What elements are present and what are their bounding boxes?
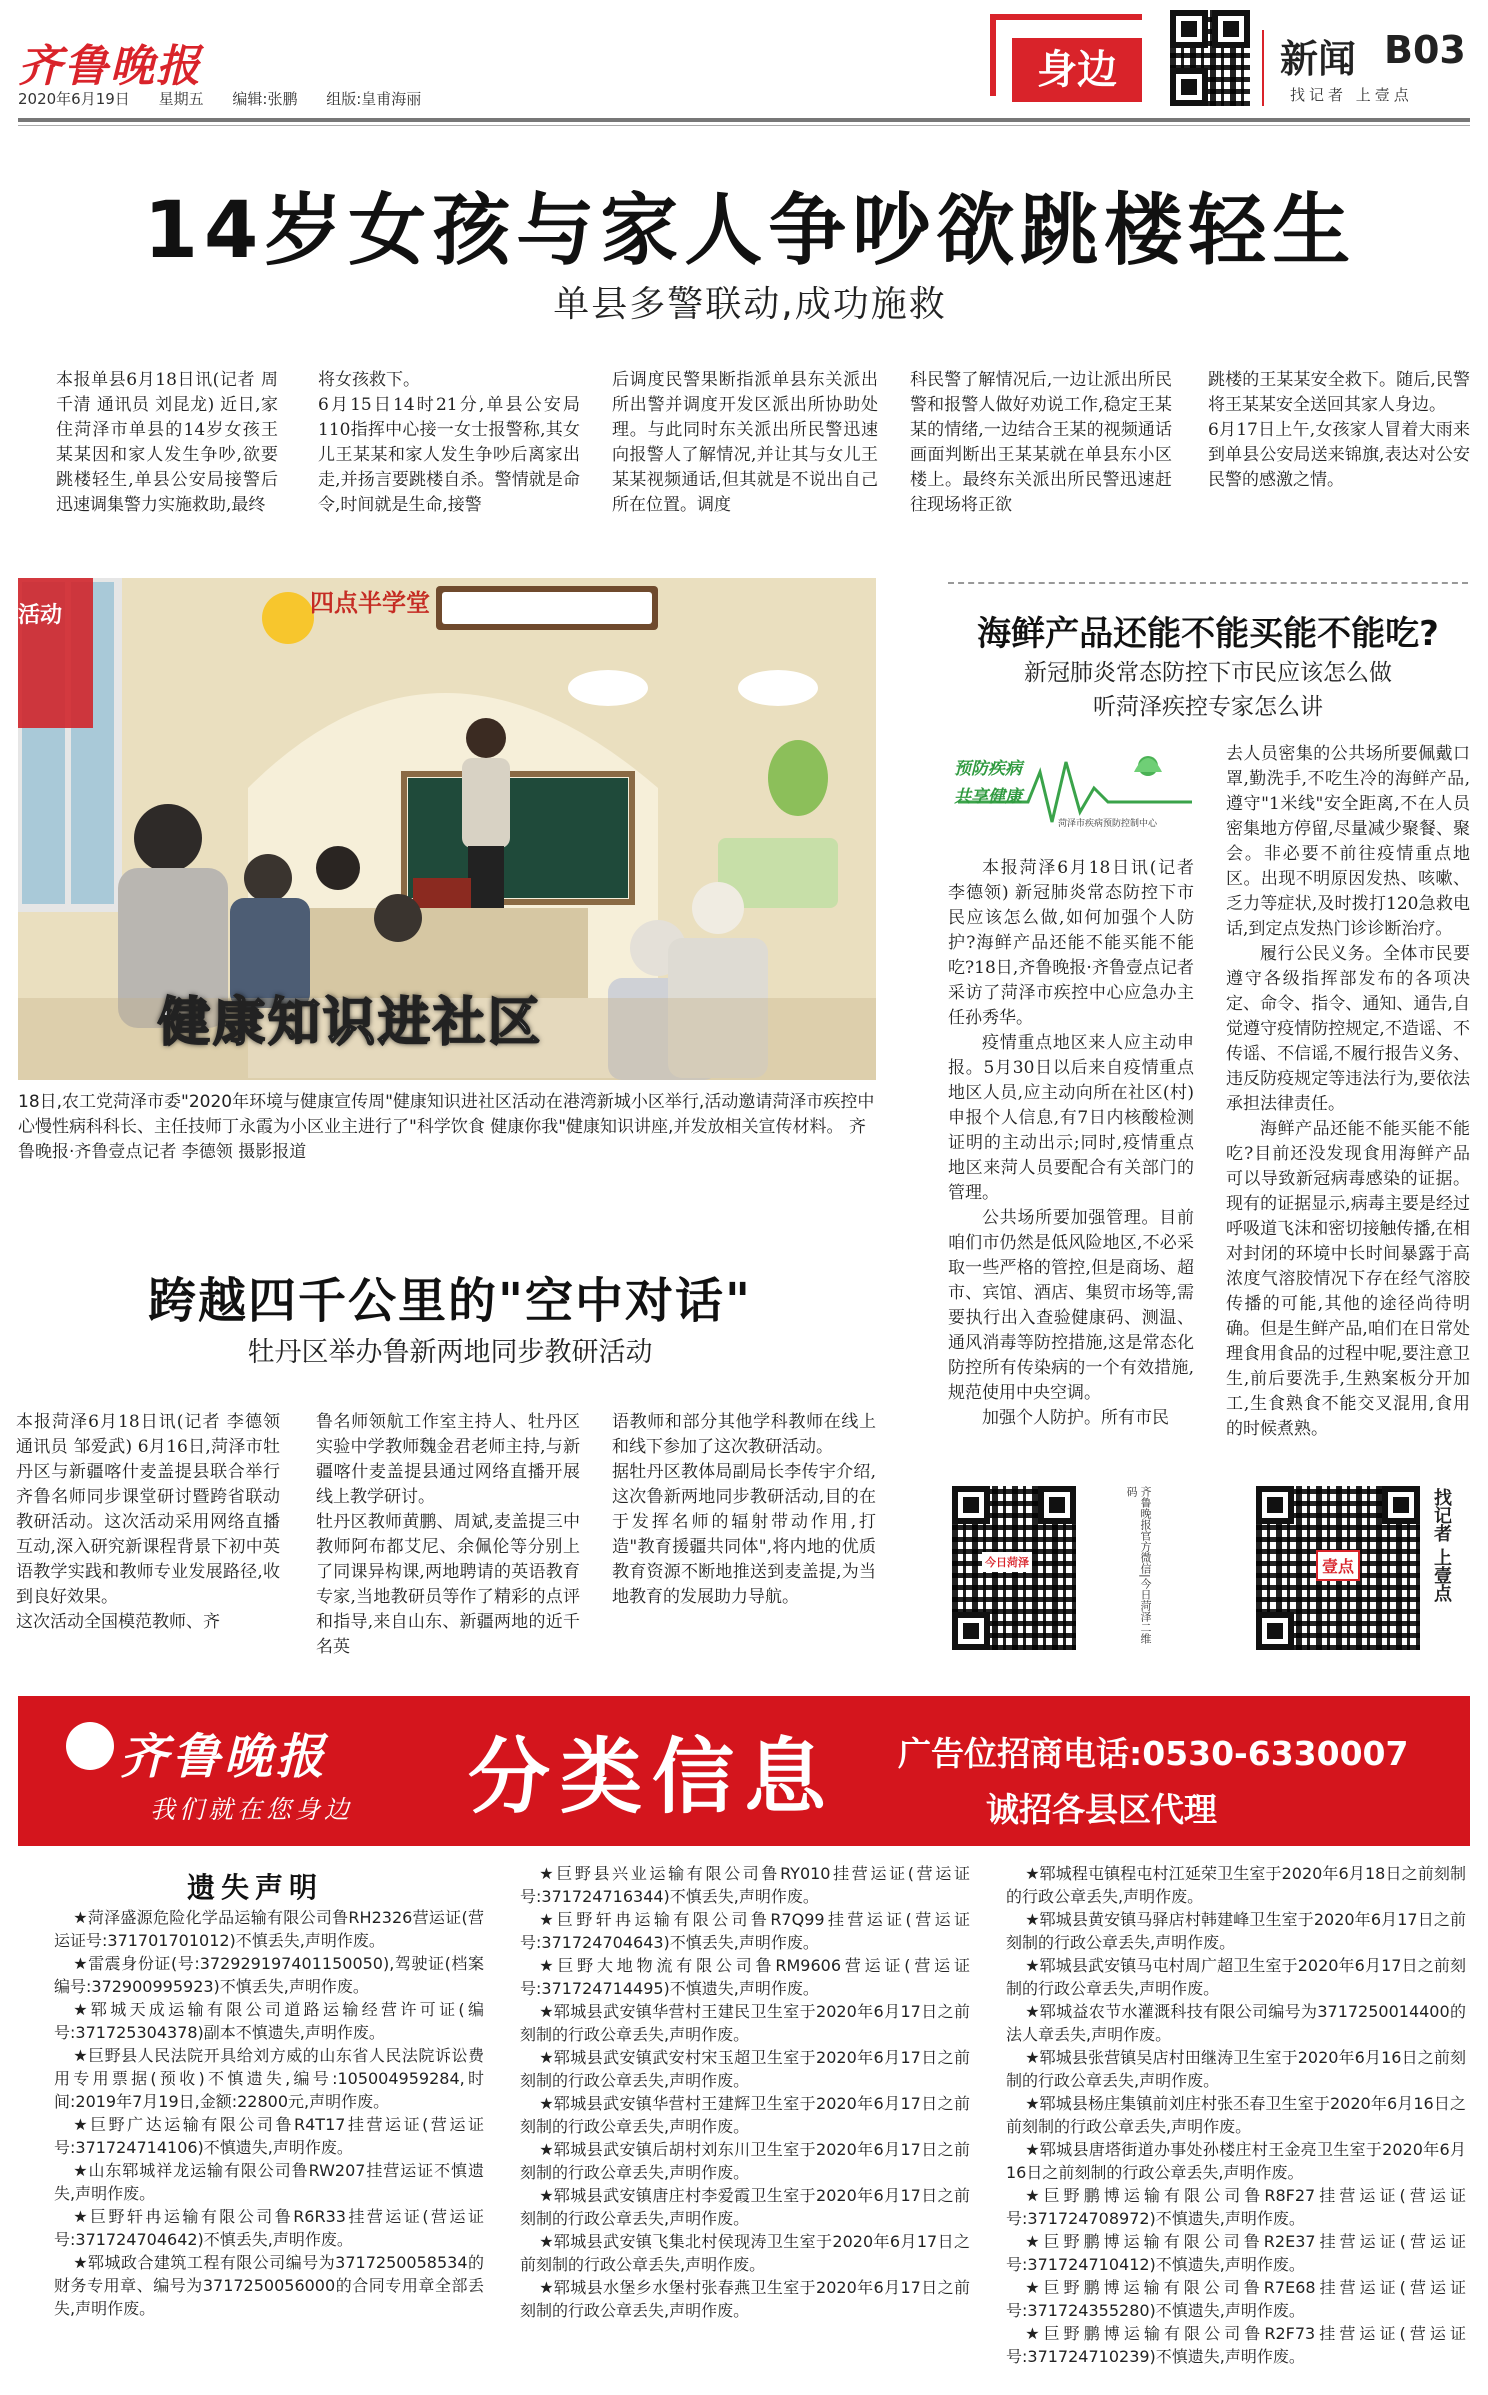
banner-title: 分类信息	[468, 1730, 837, 1825]
dashed-divider	[948, 582, 1468, 584]
blackboard-sign: 四点半学堂	[310, 589, 430, 617]
classified-item: ★郓城县黄安镇马驿店村韩建峰卫生室于2020年6月17日之前刻制的行政公章丢失,声明作废。	[1006, 1910, 1466, 1952]
seafood-paragraph: 海鲜产品还能不能买能不能吃?目前还没发现食用海鲜产品可以导致新冠病毒感染的证据。现有的证据显示,病毒主要是经过呼吸道飞沫和密切接触传播,在相对封闭的环境中长时间暴露于高浓度气溶胶情况下存在经气溶胶传播的可能,其他的途径尚待明确。但是生鲜产品,咱们在日常处理食用食品的过程中呢,要注意卫生,前后要洗手,生熟案板分开加工,生食熟食不能交叉混用,食用的时候煮熟。	[1226, 1119, 1470, 1439]
classified-column-1	[54, 1906, 484, 2320]
section-tag: 身边	[1012, 38, 1142, 102]
second-column-1: 本报菏泽6月18日讯(记者 李德领 通讯员 邹爱武) 6月16日,菏泽市牡丹区与新疆喀什麦盖提县联合举行齐鲁名师同步课堂研讨暨跨省联动教研活动。这次活动采用网络直播互动,深入研究新课程背景下初中英语教学实践和教师专业发展路径,收到良好效果。 这次活动全国模范教师、齐	[16, 1412, 280, 1632]
classified-column-2	[520, 1862, 970, 2322]
classified-item: ★巨野鹏博运输有限公司鲁R7E68挂营运证(营运证号:371724355280)不慎遗失,声明作废。	[1006, 2278, 1466, 2320]
section-name: 新闻	[1280, 37, 1357, 81]
second-headline: 跨越四千公里的"空中对话"	[147, 1273, 753, 1329]
second-column-2: 鲁名师领航工作室主持人、牡丹区实验中学教师魏金君老师主持,与新疆喀什麦盖提县通过网络直播开展线上教学研讨。 牡丹区教师黄鹏、周斌,麦盖提三中教师阿布都艾尼、余佩伦等分别上了同课异构课,两地聘请的英语教育专家,当地教研员等作了精彩的点评和指导,来自山东、新疆两地的近千名英	[316, 1412, 580, 1657]
seafood-title: 海鲜产品还能不能买能不能吃?	[977, 614, 1439, 654]
classified-item: ★郓城县武安镇唐庄村李爱霞卫生室于2020年6月17日之前刻制的行政公章丢失,声明作废。	[520, 2186, 970, 2228]
lead-headline: 14岁女孩与家人争吵欲跳楼轻生	[143, 186, 1357, 276]
classified-column-3	[1006, 1862, 1466, 2368]
header-rule-thin	[18, 125, 1470, 126]
header-rule	[18, 118, 1470, 122]
issue-weekday: 星期五	[158, 90, 204, 108]
seafood-column-left	[948, 856, 1194, 1431]
seafood-paragraph: 本报菏泽6月18日讯(记者 李德领) 新冠肺炎常态防控下市民应该怎么做,如何加强个人防护?海鲜产品还能不能买能不能吃?18日,齐鲁晚报·齐鲁壹点记者采访了菏泽市疾控中心应急办主任孙秀华。	[948, 858, 1194, 1028]
classified-item: ★郓城县武安镇武安村宋玉超卫生室于2020年6月17日之前刻制的行政公章丢失,声明作废。	[520, 2048, 970, 2090]
classified-item: ★雷震身份证(号:372929197401150050),驾驶证(档案编号:372900995923)不慎丢失,声明作废。	[54, 1954, 484, 1996]
classified-item: ★郓城益农节水灌溉科技有限公司编号为3717250014400的法人章丢失,声明作废。	[1006, 2002, 1466, 2044]
second-column-3: 语教师和部分其他学科教师在线上和线下参加了这次教研活动。 据牡丹区教体局副局长李传宇介绍,这次鲁新两地同步教研活动,目的在于发挥名师的辐射带动作用,打造"教育援疆共同体",将内地的优质教育资源不断地推送到麦盖提,为当地教育的发展助力导航。	[612, 1412, 876, 1607]
seafood-paragraph: 去人员密集的公共场所要佩戴口罩,勤洗手,不吃生冷的海鲜产品,遵守"1米线"安全距离,不在人员密集地方停留,尽量减少聚餐、聚会。非必要不前往疫情重点地区。出现不明原因发热、咳嗽、乏力等症状,及时拨打120急救电话,到定点发热门诊诊断治疗。	[1226, 744, 1470, 939]
classified-item: ★巨野轩冉运输有限公司鲁R7Q99挂营运证(营运证号:371724704643)不慎丢失,声明作废。	[520, 1910, 970, 1952]
classified-item: ★郓城政合建筑工程有限公司编号为3717250058534的财务专用章、编号为3717250056000的合同专用章全部丢失,声明作废。	[54, 2253, 484, 2318]
classified-item: ★郓城县唐塔街道办事处孙楼庄村王金亮卫生室于2020年6月16日之前刻制的行政公章丢失,声明作废。	[1006, 2140, 1466, 2182]
find-reporter-label: 找记者 上壹点	[1431, 1488, 1452, 1603]
lead-column-5: 跳楼的王某某安全救下。随后,民警将王某某安全送回其家人身边。 6月17日上午,女孩家人冒着大雨来到单县公安局送来锦旗,表达对公安民警的感激之情。	[1208, 370, 1470, 490]
classified-item: ★郓城县武安镇马屯村周广超卫生室于2020年6月17日之前刻制的行政公章丢失,声明作废。	[1006, 1956, 1466, 1998]
badge-org: 菏泽市疾病预防控制中心	[1058, 819, 1158, 829]
lead-subhead: 单县多警联动,成功施救	[553, 284, 947, 325]
classroom-photo	[18, 578, 876, 1080]
banner-recruit: 诚招各县区代理	[986, 1790, 1217, 1829]
classified-item: ★郓城县武安镇华营村王建辉卫生室于2020年6月17日之前刻制的行政公章丢失,声明作废。	[520, 2094, 970, 2136]
badge-line-2: 共享健康	[954, 787, 1022, 807]
classified-item: ★郓城天成运输有限公司道路运输经营许可证(编号:371725304378)副本不慎遗失,声明作废。	[54, 2000, 484, 2042]
header-qr-code[interactable]	[1170, 10, 1250, 106]
issue-meta	[18, 88, 445, 109]
layout-credit: 组版:皇甫海丽	[326, 90, 422, 108]
seafood-paragraph: 疫情重点地区来人应主动申报。5月30日以后来自疫情重点地区人员,应主动向所在社区(村)申报个人信息,有7日内核酸检测证明的主动出示;同时,疫情重点地区来菏人员要配合有关部门的管理。	[948, 1033, 1194, 1203]
wall-banner-text: 活动	[18, 603, 63, 628]
wechat-qr-code[interactable]	[952, 1486, 1076, 1650]
health-badge	[948, 742, 1200, 834]
wechat-qr-label: 齐鲁晚报官方微信|今日菏泽二维码	[1125, 1486, 1152, 1644]
app-qr-code[interactable]	[1256, 1486, 1420, 1650]
second-subhead: 牡丹区举办鲁新两地同步教研活动	[247, 1337, 653, 1368]
lead-column-1: 本报单县6月18日讯(记者 周千清 通讯员 刘昆龙) 近日,家住菏泽市单县的14岁女孩王某某因和家人发生争吵,欲要跳楼轻生,单县公安局接警后迅速调集警力实施救助,最终	[56, 370, 278, 515]
classified-item: ★郓城县武安镇华营村王建民卫生室于2020年6月17日之前刻制的行政公章丢失,声明作废。	[520, 2002, 970, 2044]
banner-logo: 齐鲁晚报	[120, 1729, 329, 1785]
classified-item: ★巨野广达运输有限公司鲁R4T17挂营运证(营运证号:371724714106)不慎遗失,声明作废。	[54, 2115, 484, 2157]
classified-item: ★郓城县水堡乡水堡村张春燕卫生室于2020年6月17日之前刻制的行政公章丢失,声明作废。	[520, 2278, 970, 2320]
masthead-logo: 齐鲁晚报	[18, 41, 202, 92]
classified-item: ★郓城县武安镇飞集北村侯现涛卫生室于2020年6月17日之前刻制的行政公章丢失,声明作废。	[520, 2232, 970, 2274]
app-qr-badge: 壹点	[1316, 1550, 1360, 1581]
issue-date: 2020年6月19日	[18, 90, 130, 108]
classified-item: ★巨野鹏博运输有限公司鲁R8F27挂营运证(营运证号:371724708972)不慎遗失,声明作废。	[1006, 2186, 1466, 2228]
classified-item: ★巨野轩冉运输有限公司鲁R6R33挂营运证(营运证号:371724704642)不慎丢失,声明作废。	[54, 2207, 484, 2249]
banner-logo-icon	[66, 1722, 114, 1770]
photo-caption: 18日,农工党菏泽市委"2020年环境与健康宣传周"健康知识进社区活动在港湾新城小区举行,活动邀请菏泽市疾控中心慢性病科科长、主任技师丁永霞为小区业主进行了"科学饮食 健康你我"健康知识讲座,并发放相关宣传材料。 齐鲁晚报·齐鲁壹点记者 李德领 摄影报道	[18, 1092, 875, 1162]
banner-slogan: 我们就在您身边	[150, 1795, 354, 1824]
classified-item: ★菏泽盛源危险化学品运输有限公司鲁RH2326营运证(营运证号:371701701012)不慎丢失,声明作废。	[54, 1908, 484, 1950]
lead-column-4: 科民警了解情况后,一边让派出所民警和报警人做好劝说工作,稳定王某某的情绪,一边结合王某的视频通话画面判断出王某某就在单县东小区楼上。最终东关派出所民警迅速赶往现场将正欲	[910, 370, 1172, 515]
classified-item: ★郓城程屯镇程屯村江延荣卫生室于2020年6月18日之前刻制的行政公章丢失,声明作废。	[1006, 1864, 1466, 1906]
classified-item: ★山东郓城祥龙运输有限公司鲁RW207挂营运证不慎遗失,声明作废。	[54, 2161, 484, 2203]
seafood-paragraph: 履行公民义务。全体市民要遵守各级指挥部发布的各项决定、命令、指令、通知、通告,自觉遵守疫情防控规定,不造谣、不传谣、不信谣,不履行报告义务、违反防疫规定等违法行为,要依法承担法律责任。	[1226, 944, 1470, 1114]
lost-notice-title: 遗失声明	[186, 1871, 323, 1904]
editor-credit: 编辑:张鹏	[232, 90, 298, 108]
wechat-qr-badge: 今日菏泽	[982, 1552, 1032, 1572]
classified-item: ★郓城县杨庄集镇前刘庄村张丕春卫生室于2020年6月16日之前刻制的行政公章丢失,声明作废。	[1006, 2094, 1466, 2136]
lead-column-3: 后调度民警果断指派单县东关派出所出警并调度开发区派出所协助处理。与此同时东关派出所民警迅速向报警人了解情况,并让其与女儿王某某视频通话,但其就是不说出自己所在位置。调度	[612, 370, 878, 515]
seafood-paragraph: 公共场所要加强管理。目前咱们市仍然是低风险地区,不必采取一些严格的管控,但是商场、超市、宾馆、酒店、集贸市场等,需要执行出入查验健康码、测温、通风消毒等防控措施,这是常态化防控所有传染病的一个有效措施,规范使用中央空调。	[948, 1208, 1194, 1403]
classified-item: ★巨野县兴业运输有限公司鲁RY010挂营运证(营运证号:371724716344)不慎丢失,声明作废。	[520, 1864, 970, 1906]
seafood-subtitle-line-2: 听菏泽疾控专家怎么讲	[1093, 694, 1323, 720]
classified-item: ★巨野县人民法院开具给刘方威的山东省人民法院诉讼费用专用票据(预收)不慎遗失,编号:105004959284,时间:2019年7月19日,金额:22800元,声明作废。	[54, 2046, 484, 2111]
classified-item: ★巨野鹏博运输有限公司鲁R2F73挂营运证(营运证号:371724710239)不慎遗失,声明作废。	[1006, 2324, 1466, 2366]
classified-item: ★郓城县张营镇吴店村田继涛卫生室于2020年6月16日之前刻制的行政公章丢失,声明作废。	[1006, 2048, 1466, 2090]
header-byline: 找记者 上壹点	[1290, 86, 1413, 104]
classified-item: ★巨野大地物流有限公司鲁RM9606营运证(营运证号:371724714495)不慎遗失,声明作废。	[520, 1956, 970, 1998]
header-divider	[1262, 30, 1264, 106]
page-number: B03	[1384, 28, 1466, 72]
seafood-subtitle-line-1: 新冠肺炎常态防控下市民应该怎么做	[1024, 660, 1392, 686]
lead-column-2: 将女孩救下。 6月15日14时21分,单县公安局110指挥中心接一女士报警称,其女儿王某某和家人发生争吵后离家出走,并扬言要跳楼自杀。警情就是命令,时间就是生命,接警	[318, 370, 580, 515]
badge-line-1: 预防疾病	[954, 759, 1022, 779]
seafood-subtitle	[948, 656, 1468, 724]
classified-item: ★郓城县武安镇后胡村刘东川卫生室于2020年6月17日之前刻制的行政公章丢失,声明作废。	[520, 2140, 970, 2182]
seafood-paragraph: 加强个人防护。所有市民	[982, 1408, 1169, 1428]
banner-phone: 广告位招商电话:0530-6330007	[898, 1734, 1409, 1773]
photo-overlay-title: 健康知识进社区	[158, 993, 544, 1053]
seafood-column-right	[1226, 742, 1470, 1442]
classified-item: ★巨野鹏博运输有限公司鲁R2E37挂营运证(营运证号:371724710412)不慎遗失,声明作废。	[1006, 2232, 1466, 2274]
